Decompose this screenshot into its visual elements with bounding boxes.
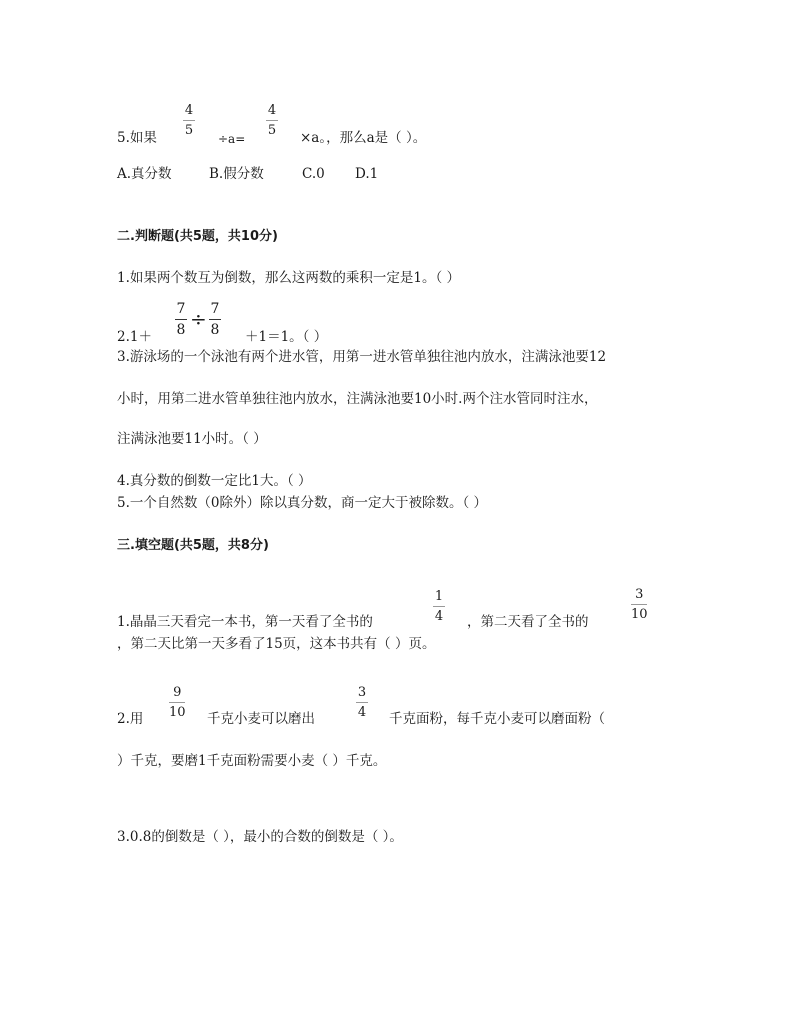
s2-q2-fraction-2 [209, 302, 221, 337]
fraction-denominator: 5 [184, 123, 194, 138]
s3-q2-fraction-2 [356, 686, 368, 719]
q5-option-c: C.0 [302, 166, 325, 182]
fraction-denominator: 5 [267, 123, 277, 138]
fraction-denominator: 10 [169, 705, 186, 720]
fraction-numerator: 4 [184, 103, 194, 118]
s2-q2-prefix: 2.1＋ [117, 329, 152, 345]
fraction-numerator: 3 [357, 685, 367, 700]
s3-q1-fraction-2 [631, 588, 648, 621]
fraction-denominator: 8 [176, 322, 186, 338]
q5-option-a: A.真分数 [117, 166, 172, 182]
s2-q3-line1: 3.游泳场的一个泳池有两个进水管，用第一进水管单独往池内放水，注满泳池要12 [117, 349, 607, 365]
s3-q2-line2: ）千克，要磨1千克面粉需要小麦（ ）千克。 [117, 753, 387, 769]
fraction-denominator: 4 [357, 705, 367, 720]
fraction-numerator: 9 [173, 685, 182, 700]
s3-q2-mid: 千克小麦可以磨出 [207, 711, 315, 727]
s2-q2-suffix: ＋1＝1。（ ） [245, 329, 328, 345]
s3-q1-prefix: 1.晶晶三天看完一本书，第一天看了全书的 [117, 614, 373, 630]
section3-heading: 三.填空题(共5题，共8分) [117, 538, 269, 553]
q5-prefix: 5.如果 [117, 130, 157, 146]
s2-q5: 5.一个自然数（0除外）除以真分数，商一定大于被除数。（ ） [117, 495, 488, 511]
fraction-bar [433, 606, 445, 607]
s2-q4: 4.真分数的倒数一定比1大。（ ） [117, 473, 312, 489]
q5-option-d: D.1 [355, 166, 379, 182]
fraction-denominator: 4 [434, 609, 444, 624]
fraction-bar [209, 319, 221, 320]
q5-suffix: ×a。，那么a是（ ）。 [300, 130, 427, 146]
fraction-numerator: 7 [210, 301, 220, 317]
section2-q1: 1.如果两个数互为倒数，那么这两数的乘积一定是1。（ ） [117, 270, 461, 286]
s2-q2-fraction-1 [175, 302, 187, 337]
s3-q2-prefix: 2.用 [117, 711, 144, 727]
s2-q3-line2: 小时，用第二进水管单独往池内放水，注满泳池要10小时.两个注水管同时注水， [117, 391, 598, 407]
fraction-bar [169, 702, 185, 703]
q5-mid: ÷a= [218, 132, 246, 146]
fraction-numerator: 4 [267, 103, 277, 118]
s3-q1-mid: ，第二天看了全书的 [467, 614, 589, 630]
fraction-bar [356, 702, 368, 703]
fraction-numerator: 7 [176, 301, 186, 317]
s3-q2-suffix: 千克面粉，每千克小麦可以磨面粉（ [389, 711, 605, 727]
q5-fraction-1 [183, 104, 195, 137]
s3-q3: 3.0.8的倒数是（ ），最小的合数的倒数是（ ）。 [117, 829, 403, 845]
q5-option-b: B.假分数 [209, 166, 264, 182]
fraction-numerator: 1 [434, 589, 444, 604]
divide-sign: ÷ [190, 307, 207, 331]
s3-q1-fraction-1 [433, 590, 445, 623]
fraction-bar [175, 319, 187, 320]
fraction-bar [631, 604, 647, 605]
fraction-bar [266, 120, 278, 121]
s3-q2-fraction-1 [169, 686, 186, 719]
fraction-denominator: 10 [631, 607, 648, 622]
s3-q1-line2: ，第二天比第一天多看了15页，这本书共有（ ）页。 [117, 636, 436, 652]
fraction-bar [183, 120, 195, 121]
q5-fraction-2 [266, 104, 278, 137]
s2-q3-line3: 注满泳池要11小时。（ ） [117, 431, 267, 447]
section2-heading: 二.判断题(共5题，共10分) [117, 229, 278, 244]
fraction-numerator: 3 [635, 587, 644, 602]
fraction-denominator: 8 [210, 322, 220, 338]
